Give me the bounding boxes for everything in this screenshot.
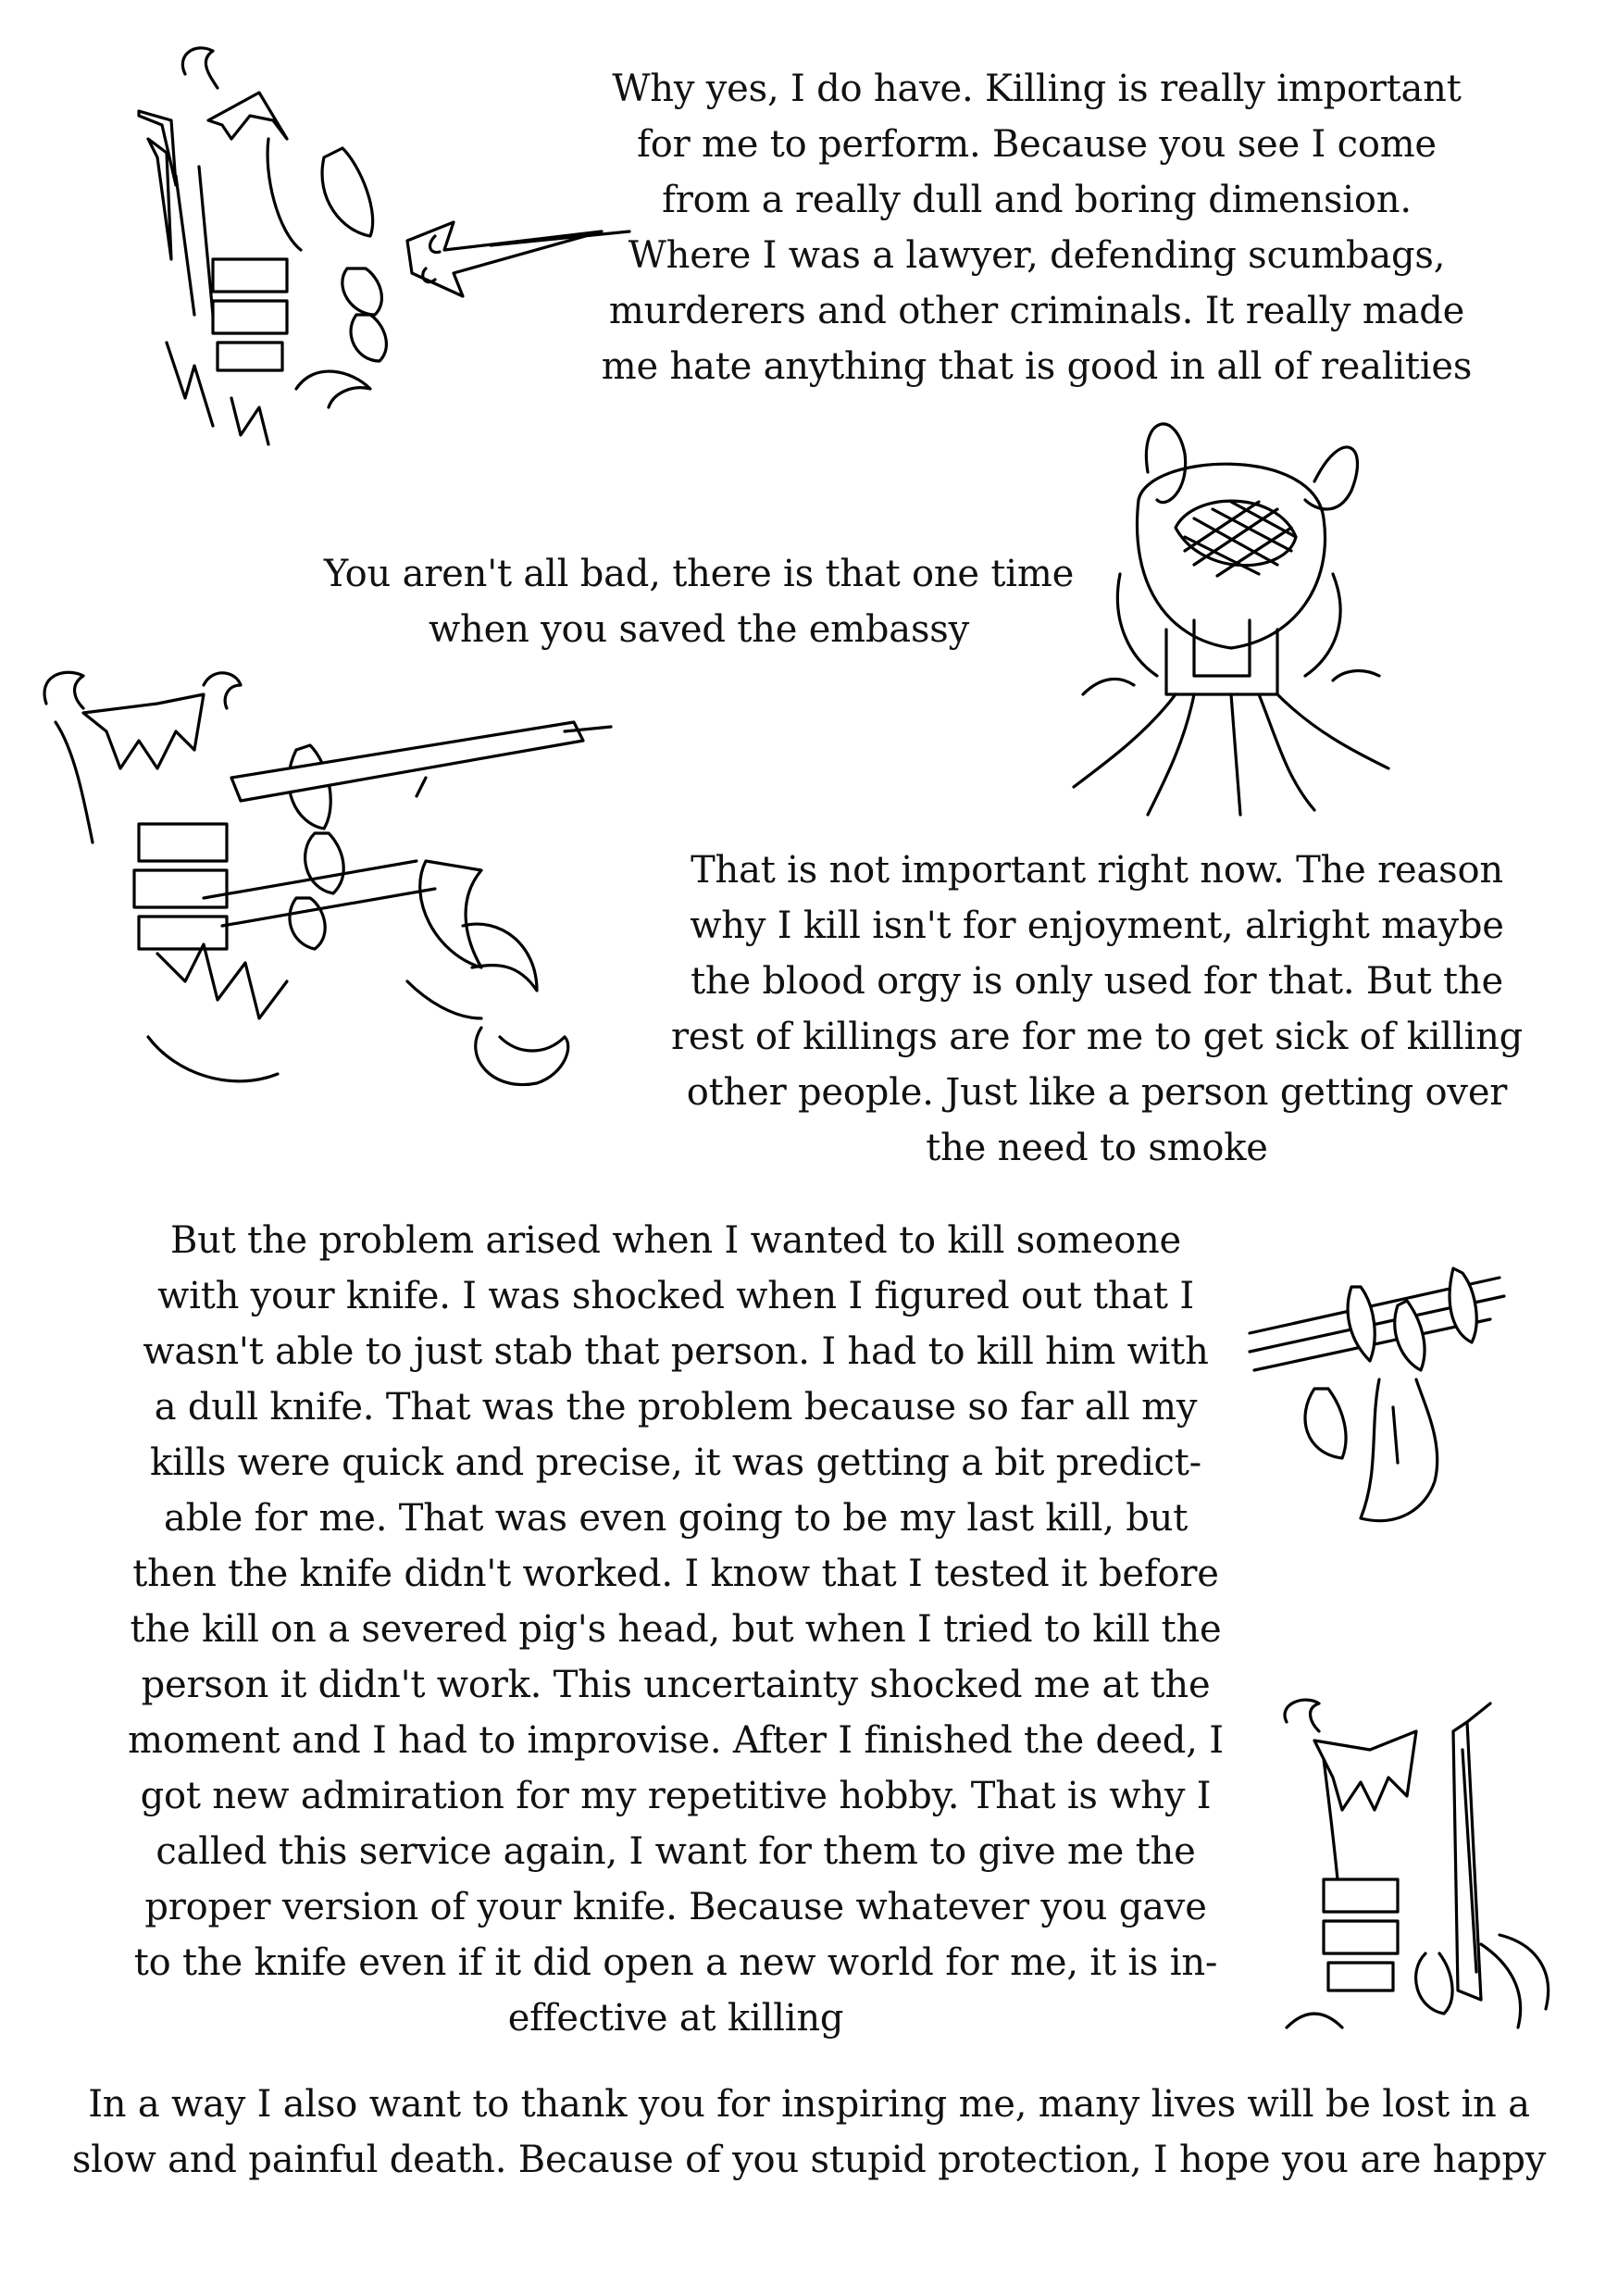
dialogue-line: from a really dull and boring dimension. (662, 179, 1412, 221)
dialogue-line: rest of killings are for me to get sick of killing (670, 1016, 1524, 1058)
dialogue-line: wasn't able to just stab that person. I had to kill him with (143, 1330, 1209, 1373)
dialogue-line: You aren't all bad, there is that one time (323, 553, 1075, 595)
dialogue-line: Where I was a lawyer, defending scumbags, (628, 234, 1446, 277)
dialogue-line: the kill on a severed pig's head, but when I tried to kill the (130, 1608, 1222, 1651)
dialogue-line: for me to perform. Because you see I come (637, 123, 1437, 166)
dialogue-line: effective at killing (507, 1997, 844, 2040)
dialogue-line: slow and painful death. Because of you stupid protection, I hope you are happy (71, 2139, 1547, 2181)
dialogue-line: proper version of your knife. Because whatever you gave (144, 1886, 1207, 1928)
clawed-gauntlet-holding-knife-icon (120, 37, 639, 454)
dialogue-line: But the problem arised when I wanted to kill someone (169, 1219, 1182, 1262)
dialogue-line: person it didn't work. This uncertainty shocked me at the (141, 1664, 1211, 1706)
dialogue-line: In a way I also want to thank you for inspiring me, many lives will be lost in a (88, 2083, 1530, 2126)
dialogue-line: why I kill isn't for enjoyment, alright maybe (690, 905, 1504, 947)
dialogue-line: kills were quick and precise, it was getting a bit predict- (150, 1441, 1201, 1484)
dialogue-line: Why yes, I do have. Killing is really important (612, 68, 1462, 110)
dialogue-line: other people. Just like a person getting over (686, 1071, 1508, 1114)
dialogue-line: me hate anything that is good in all of realities (601, 345, 1473, 388)
dialogue-line: the need to smoke (926, 1127, 1268, 1169)
dialogue-line: to the knife even if it did open a new world for me, it is in- (133, 1941, 1218, 1984)
dialogue-line: moment and I had to improvise. After I finished the deed, I (128, 1719, 1224, 1762)
gauntlet-gripping-blade-icon (19, 648, 648, 1120)
gauntlet-raising-knife-icon (1268, 1694, 1574, 2046)
dialogue-line: then the knife didn't worked. I know that I tested it before (132, 1553, 1219, 1595)
dialogue-line: called this service again, I want for them to give me the (156, 1830, 1196, 1873)
dialogue-block-3 (634, 842, 1560, 1176)
masked-figure-icon (1037, 398, 1425, 824)
dialogue-line: when you saved the embassy (429, 608, 969, 651)
dialogue-line: a dull knife. That was the problem because so far all my (154, 1386, 1198, 1429)
dialogue-block-2 (278, 546, 1120, 657)
dialogue-line: murderers and other criminals. It really made (608, 290, 1465, 332)
dialogue-line: got new admiration for my repetitive hobby. That is why I (140, 1775, 1212, 1817)
dialogue-line: able for me. That was even going to be my last kill, but (163, 1497, 1189, 1540)
dialogue-block-4 (74, 1213, 1277, 2046)
dialogue-block-1 (555, 61, 1518, 394)
dialogue-line: That is not important right now. The reason (691, 849, 1503, 892)
claw-with-knife-icon (1240, 1250, 1518, 1546)
dialogue-line: with your knife. I was shocked when I figured out that I (157, 1275, 1194, 1317)
dialogue-block-5 (41, 2077, 1577, 2188)
dialogue-line: the blood orgy is only used for that. But the (691, 960, 1503, 1003)
